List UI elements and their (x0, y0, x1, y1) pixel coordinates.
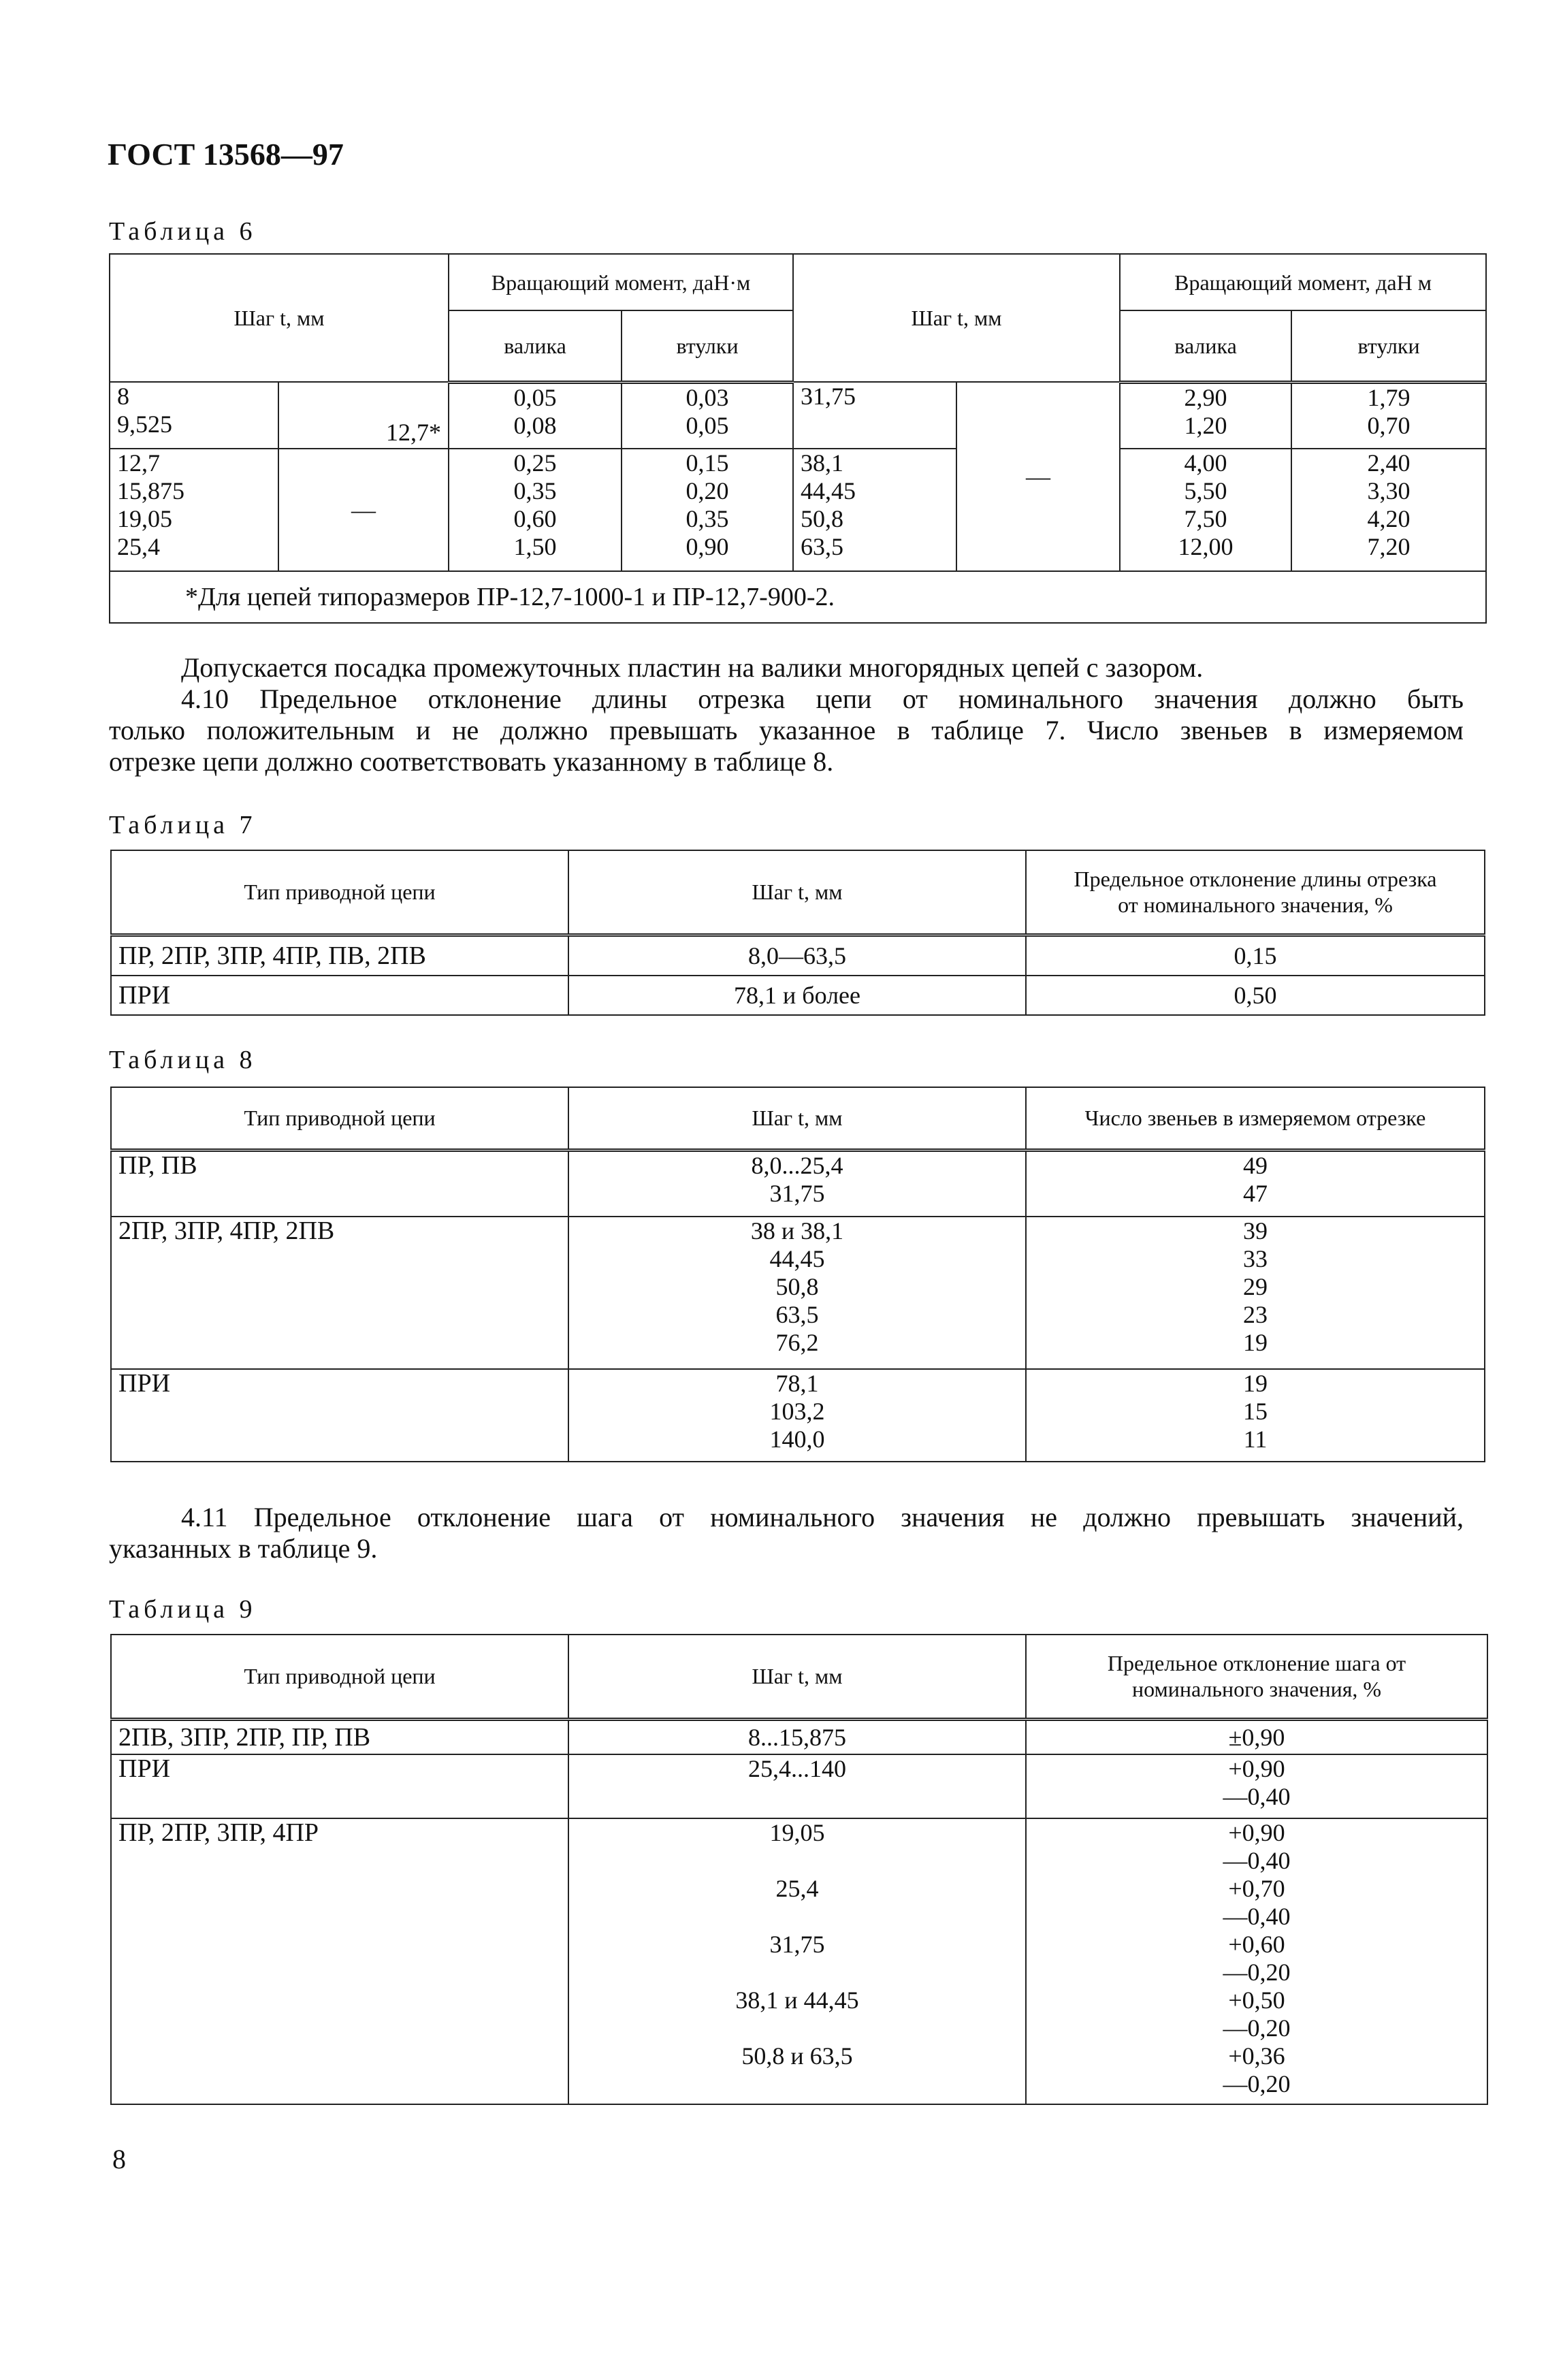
paragraph-line: отрезке цепи должно соответствовать указанному в таблице 8. (109, 746, 834, 777)
table8-row-step: 78,1 103,2 140,0 (568, 1369, 1026, 1462)
document-header: ГОСТ 13568—97 (108, 137, 344, 172)
table8-row-step: 8,0...25,4 31,75 (568, 1150, 1026, 1217)
table9-row-type: ПР, 2ПР, 3ПР, 4ПР (111, 1818, 568, 2104)
table6-head-torque-left: Вращающий момент, даН·м (449, 254, 793, 310)
table7-head-type: Тип приводной цепи (111, 850, 568, 935)
table6-left-g1-roller: 0,05 0,08 (449, 382, 622, 449)
table8-head-links: Число звеньев в измеряемом отрезке (1026, 1087, 1485, 1150)
table7 (110, 850, 1485, 1016)
table9-head-deviation: Предельное отклонение шага от номинального значения, % (1026, 1635, 1487, 1719)
table6-head-bushing-left: втулки (622, 310, 793, 382)
table6-head-step-left: Шаг t, мм (110, 254, 449, 382)
table6-right-g1-bushing: 1,79 0,70 (1291, 382, 1486, 449)
table6-head-roller-right: валика (1120, 310, 1291, 382)
paragraph-line: Допускается посадка промежуточных пластин на валики многорядных цепей с зазором. (181, 652, 1204, 683)
table6-left-g2-bushing: 0,15 0,20 0,35 0,90 (622, 449, 793, 571)
table6-right-g2-roller: 4,00 5,50 7,50 12,00 (1120, 449, 1291, 571)
table6-left-g2-roller: 0,25 0,35 0,60 1,50 (449, 449, 622, 571)
page-number: 8 (112, 2144, 126, 2174)
table6-left-g2-mark: — (278, 449, 449, 571)
table7-caption: Таблица 7 (109, 811, 257, 839)
table8-row-type: ПРИ (111, 1369, 568, 1462)
table6-right-mark: — (956, 382, 1120, 571)
table8-row-step: 38 и 38,1 44,45 50,8 63,5 76,2 (568, 1217, 1026, 1369)
table9-row-step: 25,4...140 (568, 1754, 1026, 1818)
table8-row-type: 2ПР, 3ПР, 4ПР, 2ПВ (111, 1217, 568, 1369)
table7-head-deviation: Предельное отклонение длины отрезка от номинального значения, % (1026, 850, 1485, 935)
table8-row-type: ПР, ПВ (111, 1150, 568, 1217)
table6-right-g2-bushing: 2,40 3,30 4,20 7,20 (1291, 449, 1486, 571)
table9-head-step: Шаг t, мм (568, 1635, 1026, 1719)
table7-row-step: 8,0—63,5 (568, 935, 1026, 976)
table6-right-g1-steps: 31,75 (793, 382, 956, 449)
table9-row-deviation: +0,90 —0,40 +0,70 —0,40 +0,60 —0,20 +0,50 —0,20 +0,36 —0,20 (1026, 1818, 1487, 2104)
table7-head-step: Шаг t, мм (568, 850, 1026, 935)
table9-row-type: 2ПВ, 3ПР, 2ПР, ПР, ПВ (111, 1719, 568, 1754)
table9-row-type: ПРИ (111, 1754, 568, 1818)
table7-row-deviation: 0,15 (1026, 935, 1485, 976)
table9 (110, 1634, 1488, 2105)
table9-head-type: Тип приводной цепи (111, 1635, 568, 1719)
table6-right-g2-steps: 38,1 44,45 50,8 63,5 (793, 449, 956, 571)
table6-left-g1-steps: 8 9,525 (110, 382, 278, 449)
table6-right-g1-roller: 2,90 1,20 (1120, 382, 1291, 449)
table7-row-step: 78,1 и более (568, 976, 1026, 1015)
table9-row-step: 19,05 25,4 31,75 38,1 и 44,45 50,8 и 63,5 (568, 1818, 1026, 2104)
table7-row-type: ПР, 2ПР, 3ПР, 4ПР, ПВ, 2ПВ (111, 935, 568, 976)
paragraph-line: 4.11 Предельное отклонение шага от номинального значения не должно превышать значений, (181, 1502, 1464, 1532)
paragraph-line: только положительным и не должно превышать указанное в таблице 7. Число звеньев в измеряемом (109, 715, 1464, 745)
table8-head-step: Шаг t, мм (568, 1087, 1026, 1150)
table6-left-g2-steps: 12,7 15,875 19,05 25,4 (110, 449, 278, 571)
table6-left-g1-bushing: 0,03 0,05 (622, 382, 793, 449)
table6-footnote: *Для цепей типоразмеров ПР-12,7-1000-1 и ПР-12,7-900-2. (110, 571, 1486, 623)
table9-caption: Таблица 9 (109, 1595, 257, 1624)
table8-row-links: 19 15 11 (1026, 1369, 1485, 1462)
table8-row-links: 39 33 29 23 19 (1026, 1217, 1485, 1369)
paragraph-line: указанных в таблице 9. (109, 1533, 378, 1564)
table7-row-deviation: 0,50 (1026, 976, 1485, 1015)
paragraph-4-10 (109, 652, 1464, 777)
table7-row-type: ПРИ (111, 976, 568, 1015)
table8-row-links: 49 47 (1026, 1150, 1485, 1217)
table9-row-step: 8...15,875 (568, 1719, 1026, 1754)
table9-row-deviation: +0,90 —0,40 (1026, 1754, 1487, 1818)
paragraph-4-11 (109, 1502, 1464, 1564)
table6-head-roller-left: валика (449, 310, 622, 382)
table9-row-deviation: ±0,90 (1026, 1719, 1487, 1754)
table6-head-bushing-right: втулки (1291, 310, 1486, 382)
table8-caption: Таблица 8 (109, 1046, 257, 1074)
table6-head-step-right: Шаг t, мм (793, 254, 1120, 382)
table8-head-type: Тип приводной цепи (111, 1087, 568, 1150)
table8 (110, 1087, 1485, 1462)
table6 (109, 253, 1487, 624)
table6-left-g1-mark: 12,7* (278, 382, 449, 449)
table6-caption: Таблица 6 (109, 217, 257, 246)
table6-head-torque-right: Вращающий момент, даН м (1120, 254, 1486, 310)
paragraph-line: 4.10 Предельное отклонение длины отрезка цепи от номинального значения должно быть (181, 684, 1464, 714)
